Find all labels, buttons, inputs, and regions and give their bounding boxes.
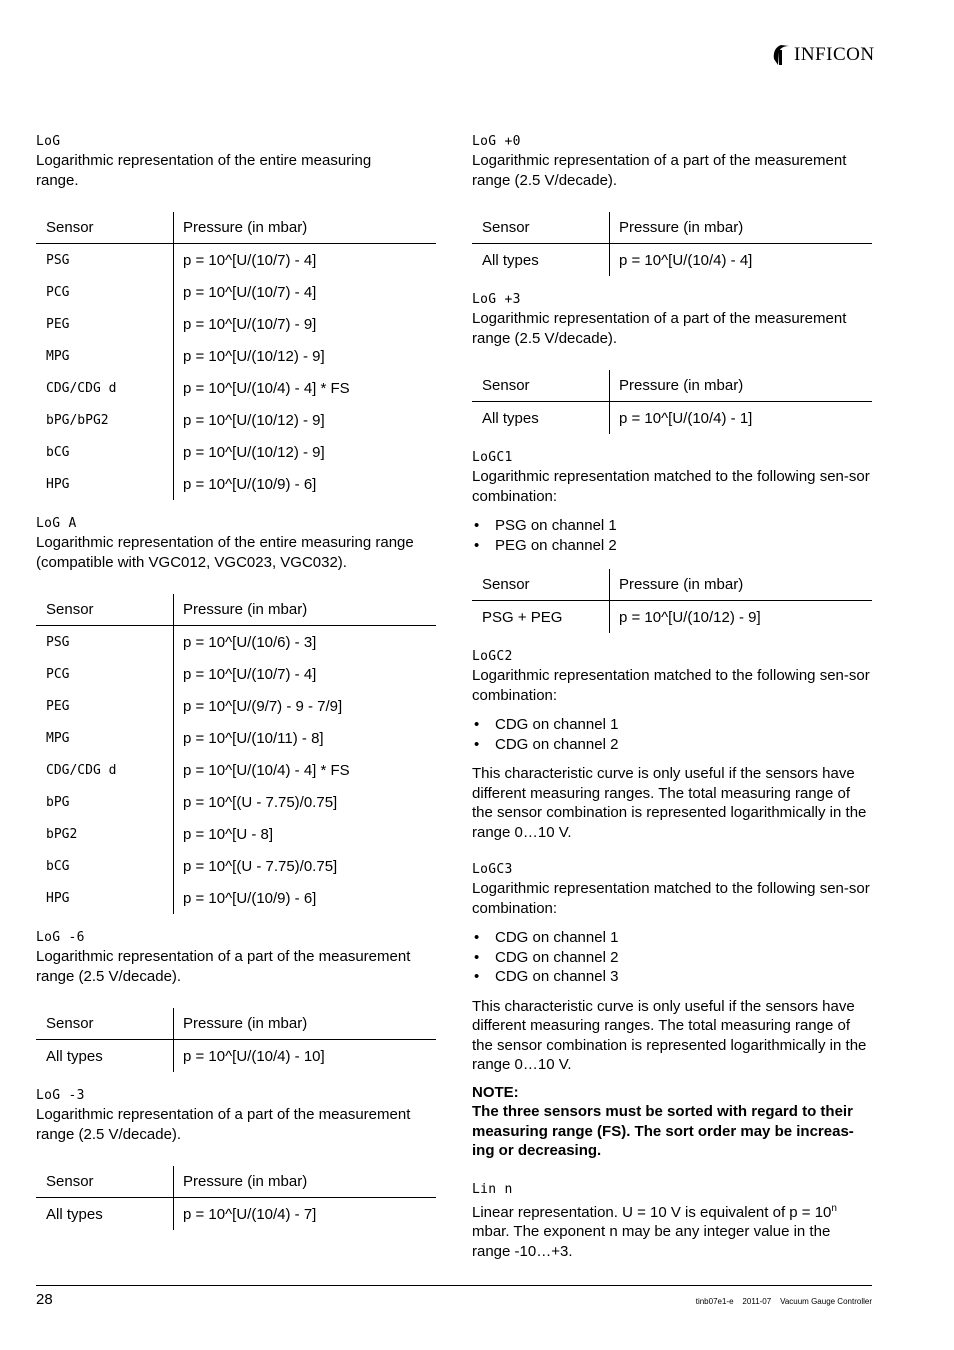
list-item: • CDG on channel 2	[472, 735, 872, 755]
section-logc3	[472, 860, 872, 1161]
table-header-row	[36, 1008, 436, 1040]
header-pressure: Pressure (in mbar)	[610, 569, 873, 601]
table-row	[472, 601, 872, 634]
formula-cell: p = 10^[U/(10/11) - 8]	[183, 729, 324, 747]
section-description: Logarithmic representation matched to the following sen-sor combination:	[472, 468, 870, 505]
section-paragraph: This characteristic curve is only useful if the sensors have different measuring ranges. The total measuring range of the sensor combination is represented logarithmically in the range 0…10 V.	[472, 765, 867, 841]
table-header-row	[472, 212, 872, 244]
section-description: Logarithmic representation of a part of the measurement range (2.5 V/decade).	[36, 948, 411, 985]
table-row	[36, 1040, 436, 1073]
sensor-cell: All types	[472, 244, 610, 277]
formula-table	[36, 1166, 436, 1230]
sensor-cell: bCG	[36, 436, 174, 468]
table-row	[36, 372, 436, 404]
list-item: • CDG on channel 1	[472, 928, 872, 948]
right-column	[472, 132, 872, 1261]
sensor-cell: bCG	[36, 850, 174, 882]
formula-cell: p = 10^[U/(10/7) - 4]	[183, 283, 317, 301]
section-title: LoG +0	[472, 134, 521, 149]
header-pressure: Pressure (in mbar)	[174, 594, 437, 626]
table-row	[36, 404, 436, 436]
channel-list	[472, 715, 872, 754]
table-row	[36, 658, 436, 690]
section-logc2	[472, 647, 872, 842]
table-row	[36, 340, 436, 372]
table-row	[36, 882, 436, 914]
list-item: • PEG on channel 2	[472, 536, 872, 556]
formula-cell: p = 10^[U/(10/4) - 1]	[619, 409, 753, 427]
formula-table	[472, 370, 872, 434]
table-header-row	[36, 1166, 436, 1198]
header-pressure: Pressure (in mbar)	[174, 212, 437, 244]
table-row	[36, 276, 436, 308]
sensor-cell: bPG	[36, 786, 174, 818]
formula-table	[36, 594, 436, 914]
sensor-cell: All types	[472, 402, 610, 435]
section-log-minus3	[36, 1086, 436, 1230]
section-title: LoG -3	[36, 1088, 85, 1103]
section-lin-n	[472, 1180, 872, 1262]
section-title: LoGC1	[472, 450, 513, 465]
table-row	[36, 1198, 436, 1231]
table-row	[472, 402, 872, 435]
header-sensor: Sensor	[472, 370, 610, 402]
table-header-row	[472, 569, 872, 601]
note-label: NOTE:	[472, 1083, 519, 1101]
header-pressure: Pressure (in mbar)	[610, 370, 873, 402]
note-text: The three sensors must be sorted with regard to their measuring range (FS). The sort order may be increas-ing or decreasing.	[472, 1103, 854, 1159]
formula-table	[36, 1008, 436, 1072]
document-reference: tinb07e1-e 2011-07 Vacuum Gauge Controller	[695, 1297, 872, 1306]
inficon-logo	[771, 44, 875, 66]
sensor-cell: All types	[36, 1040, 174, 1073]
channel-list	[472, 928, 872, 987]
section-title: LoG A	[36, 516, 77, 531]
header-pressure: Pressure (in mbar)	[610, 212, 873, 244]
sensor-cell: PEG	[36, 690, 174, 722]
section-description: Logarithmic representation of the entire measuring range.	[36, 152, 372, 189]
section-log	[36, 132, 436, 500]
section-title: LoG	[36, 134, 61, 149]
sensor-cell: MPG	[36, 340, 174, 372]
left-column	[36, 132, 436, 1244]
formula-cell: p = 10^[U/(10/4) - 4] * FS	[183, 761, 350, 779]
exponent: n	[831, 1202, 837, 1214]
formula-table	[472, 212, 872, 276]
formula-cell: p = 10^[U/(10/4) - 4]	[619, 251, 753, 269]
table-row	[36, 850, 436, 882]
header-sensor: Sensor	[36, 1166, 174, 1198]
section-log-plus0	[472, 132, 872, 276]
table-row	[36, 468, 436, 500]
table-header-row	[36, 594, 436, 626]
table-row	[36, 786, 436, 818]
formula-cell: p = 10^[U/(9/7) - 9 - 7/9]	[183, 697, 343, 715]
desc-part: Linear representation. U = 10 V is equivalent of p = 10	[472, 1203, 832, 1221]
section-description: Logarithmic representation of a part of the measurement range (2.5 V/decade).	[472, 310, 847, 347]
sensor-cell: HPG	[36, 882, 174, 914]
formula-cell: p = 10^[U/(10/4) - 4] * FS	[183, 379, 350, 397]
header-sensor: Sensor	[36, 594, 174, 626]
formula-cell: p = 10^[U/(10/6) - 3]	[183, 633, 317, 651]
list-item: • CDG on channel 3	[472, 967, 872, 987]
section-title: LoGC3	[472, 862, 513, 877]
table-row	[36, 244, 436, 277]
formula-cell: p = 10^[(U - 7.75)/0.75]	[183, 793, 338, 811]
sensor-cell: CDG/CDG d	[36, 754, 174, 786]
sensor-cell: MPG	[36, 722, 174, 754]
section-paragraph: This characteristic curve is only useful if the sensors have different measuring ranges. The total measuring range of the sensor combination is represented logarithmically in the range 0…10 V.	[472, 997, 867, 1073]
section-description: Logarithmic representation of a part of the measurement range (2.5 V/decade).	[36, 1106, 411, 1143]
section-log-minus6	[36, 928, 436, 1072]
section-log-a	[36, 514, 436, 914]
header-pressure: Pressure (in mbar)	[174, 1008, 437, 1040]
table-row	[36, 436, 436, 468]
formula-cell: p = 10^[U/(10/12) - 9]	[183, 347, 325, 365]
section-title: LoGC2	[472, 649, 513, 664]
list-item: • CDG on channel 1	[472, 715, 872, 735]
sensor-cell: PCG	[36, 276, 174, 308]
table-row	[36, 818, 436, 850]
formula-cell: p = 10^[U/(10/4) - 10]	[183, 1047, 325, 1065]
list-item: • PSG on channel 1	[472, 516, 872, 536]
table-row	[36, 308, 436, 340]
table-row	[472, 244, 872, 277]
section-description: Logarithmic representation matched to the following sen-sor combination:	[472, 880, 870, 917]
sensor-cell: PCG	[36, 658, 174, 690]
formula-cell: p = 10^[U/(10/7) - 4]	[183, 251, 317, 269]
section-title: LoG -6	[36, 930, 85, 945]
formula-cell: p = 10^[(U - 7.75)/0.75]	[183, 857, 338, 875]
section-logc1	[472, 448, 872, 633]
formula-cell: p = 10^[U/(10/12) - 9]	[183, 443, 325, 461]
formula-cell: p = 10^[U/(10/12) - 9]	[619, 608, 761, 626]
formula-cell: p = 10^[U/(10/9) - 6]	[183, 889, 317, 907]
brand-name: INFICON	[794, 44, 875, 65]
formula-cell: p = 10^[U/(10/7) - 9]	[183, 315, 317, 333]
formula-cell: p = 10^[U/(10/9) - 6]	[183, 475, 317, 493]
header-sensor: Sensor	[472, 569, 610, 601]
section-description	[472, 1199, 872, 1262]
formula-cell: p = 10^[U - 8]	[183, 825, 273, 843]
sensor-cell: bPG2	[36, 818, 174, 850]
formula-cell: p = 10^[U/(10/7) - 4]	[183, 665, 317, 683]
section-title: LoG +3	[472, 292, 521, 307]
section-description: Logarithmic representation of the entire measuring range (compatible with VGC012, VGC023, VGC032).	[36, 534, 414, 571]
table-row	[36, 722, 436, 754]
sensor-cell: CDG/CDG d	[36, 372, 174, 404]
formula-cell: p = 10^[U/(10/4) - 7]	[183, 1205, 317, 1223]
sensor-cell: HPG	[36, 468, 174, 500]
section-description: Logarithmic representation of a part of the measurement range (2.5 V/decade).	[472, 152, 847, 189]
header-pressure: Pressure (in mbar)	[174, 1166, 437, 1198]
header-sensor: Sensor	[36, 212, 174, 244]
sensor-cell: PEG	[36, 308, 174, 340]
inficon-mark-icon	[771, 44, 791, 66]
table-row	[36, 754, 436, 786]
section-title: Lin n	[472, 1181, 513, 1197]
table-row	[36, 626, 436, 659]
sensor-cell: bPG/bPG2	[36, 404, 174, 436]
table-header-row	[472, 370, 872, 402]
sensor-cell: PSG + PEG	[472, 601, 610, 634]
header-sensor: Sensor	[36, 1008, 174, 1040]
sensor-cell: PSG	[36, 626, 174, 659]
section-description: Logarithmic representation matched to the following sen-sor combination:	[472, 667, 870, 704]
sensor-cell: All types	[36, 1198, 174, 1231]
list-item: • CDG on channel 2	[472, 948, 872, 968]
sensor-cell: PSG	[36, 244, 174, 277]
table-header-row	[36, 212, 436, 244]
formula-table	[472, 569, 872, 633]
channel-list	[472, 516, 872, 555]
desc-part: mbar. The exponent n may be any integer value in the range -10…+3.	[472, 1223, 831, 1260]
formula-cell: p = 10^[U/(10/12) - 9]	[183, 411, 325, 429]
table-row	[36, 690, 436, 722]
footer-divider	[36, 1285, 872, 1286]
page-number: 28	[36, 1291, 53, 1308]
formula-table	[36, 212, 436, 500]
section-log-plus3	[472, 290, 872, 434]
header-sensor: Sensor	[472, 212, 610, 244]
